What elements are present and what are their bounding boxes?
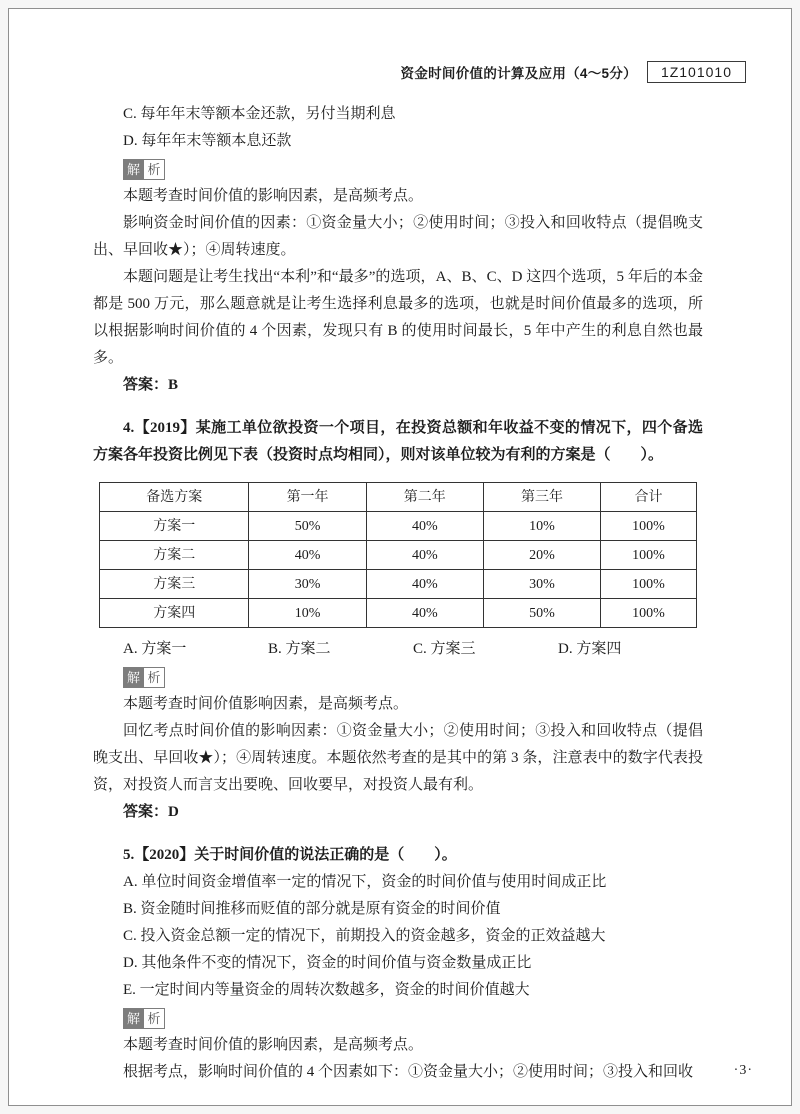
q5-analysis-para-1: 本题考查时间价值的影响因素，是高频考点。 [123, 1037, 424, 1053]
table-cell: 100% [601, 541, 697, 570]
section-code-box: 1Z101010 [647, 61, 746, 83]
table-cell: 100% [601, 599, 697, 628]
q4-option-d: D. 方案四 [558, 641, 622, 657]
table-cell: 40% [366, 541, 483, 570]
table-cell: 50% [483, 599, 600, 628]
q3-analysis-para-3: 本题问题是让考生找出“本利”和“最多”的选项，A、B、C、D 这四个选项，5 年后的本金都是 500 万元，那么题意就是让考生选择利息最多的选项，也就是时间价值最多的选项，所以根据影响时间价值的 4 个因素，发现只有 B 的使用时间最长，5 年中产生的利息自然也最多。 [93, 269, 703, 366]
question-4 [93, 415, 703, 826]
q5-analysis-para-2: 根据考点，影响时间价值的 4 个因素如下：①资金量大小；②使用时间；③投入和回收 [123, 1064, 694, 1080]
q3-option-c: C. 每年年末等额本金还款，另付当期利息 [123, 106, 396, 122]
q3-answer: 答案：B [123, 377, 179, 393]
page [8, 8, 792, 1106]
q4-option-a: A. 方案一 [123, 641, 187, 657]
table-cell: 40% [366, 512, 483, 541]
q3-analysis-para-1: 本题考查时间价值的影响因素，是高频考点。 [123, 188, 424, 204]
table-header-row [100, 483, 697, 512]
table-cell: 方案三 [100, 570, 249, 599]
q4-analysis-para-2: 回忆考点时间价值的影响因素：①资金量大小；②使用时间；③投入和回收特点（提倡晚支出、早回收★）；④周转速度。本题依然考查的是其中的第 3 条，注意表中的数字代表投资，对投资人而言支出要晚、回收要早，对投资人最有利。 [93, 723, 703, 793]
q5-stem: 5.【2020】关于时间价值的说法正确的是（ ）。 [123, 847, 457, 863]
q5-option-e: E. 一定时间内等量资金的周转次数越多，资金的时间价值越大 [123, 982, 530, 998]
analysis-badge-left: 解 [123, 1008, 144, 1029]
table-row [100, 570, 697, 599]
table-cell: 30% [249, 570, 366, 599]
q4-option-c: C. 方案三 [413, 641, 476, 657]
table-row [100, 599, 697, 628]
table-cell: 40% [366, 570, 483, 599]
analysis-badge-right: 析 [144, 1008, 165, 1029]
table-cell: 100% [601, 570, 697, 599]
table-cell: 10% [483, 512, 600, 541]
q4-options-row [93, 636, 703, 663]
page-body [9, 101, 791, 1086]
table-row [100, 541, 697, 570]
question-5 [93, 842, 703, 1086]
analysis-badge-right: 析 [144, 667, 165, 688]
table-header-cell: 第二年 [366, 483, 483, 512]
q4-analysis-para-1: 本题考查时间价值影响因素，是高频考点。 [123, 696, 409, 712]
page-number: ·3· [733, 1063, 753, 1078]
table-header-cell: 合计 [601, 483, 697, 512]
table-cell: 40% [249, 541, 366, 570]
q5-option-d: D. 其他条件不变的情况下，资金的时间价值与资金数量成正比 [123, 955, 532, 971]
table-header-cell: 第一年 [249, 483, 366, 512]
q3-option-d: D. 每年年末等额本息还款 [123, 133, 292, 149]
chapter-title: 资金时间价值的计算及应用（4～5分） [400, 66, 637, 81]
analysis-badge [123, 1008, 703, 1029]
q4-stem: 4.【2019】某施工单位欲投资一个项目，在投资总额和年收益不变的情况下，四个备选方案各年投资比例见下表（投资时点均相同），则对该单位较为有利的方案是（ ）。 [93, 420, 703, 463]
table-row [100, 512, 697, 541]
table-cell: 50% [249, 512, 366, 541]
table-cell: 10% [249, 599, 366, 628]
investment-table [99, 482, 697, 628]
table-cell: 方案二 [100, 541, 249, 570]
table-cell: 100% [601, 512, 697, 541]
q4-answer: 答案：D [123, 804, 179, 820]
analysis-badge-right: 析 [144, 159, 165, 180]
q5-option-b: B. 资金随时间推移而贬值的部分就是原有资金的时间价值 [123, 901, 501, 917]
q5-option-a: A. 单位时间资金增值率一定的情况下，资金的时间价值与使用时间成正比 [123, 874, 607, 890]
table-cell: 方案一 [100, 512, 249, 541]
q4-option-b: B. 方案二 [268, 641, 331, 657]
table-header-cell: 第三年 [483, 483, 600, 512]
page-footer [734, 1063, 753, 1079]
q3-analysis-para-2: 影响资金时间价值的因素：①资金量大小；②使用时间；③投入和回收特点（提倡晚支出、早回收★）；④周转速度。 [93, 215, 703, 258]
analysis-badge [123, 159, 703, 180]
table-cell: 30% [483, 570, 600, 599]
page-header [9, 61, 791, 83]
table-cell: 40% [366, 599, 483, 628]
table-header-cell: 备选方案 [100, 483, 249, 512]
analysis-badge-left: 解 [123, 667, 144, 688]
table-cell: 方案四 [100, 599, 249, 628]
q5-option-c: C. 投入资金总额一定的情况下，前期投入的资金越多，资金的正效益越大 [123, 928, 606, 944]
analysis-badge-left: 解 [123, 159, 144, 180]
analysis-badge [123, 667, 703, 688]
table-cell: 20% [483, 541, 600, 570]
